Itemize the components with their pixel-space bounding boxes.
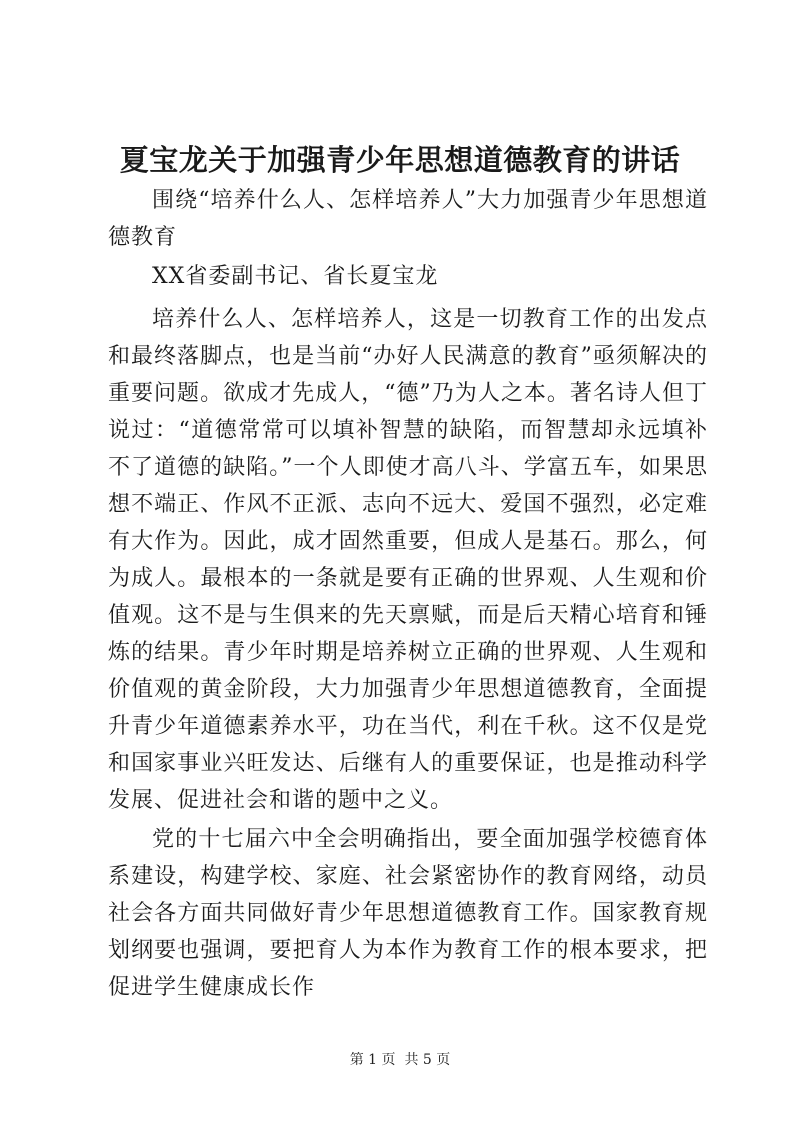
author-line: XX省委副书记、省长夏宝龙 <box>152 264 439 289</box>
page-footer: 第 1 页 共 5 页 <box>349 1052 451 1068</box>
body-paragraph-1: 培养什么人、怎样培养人，这是一切教育工作的出发点和最终落脚点，也是当前“办好人民满意的教育”亟须解决的重要问题。欲成才先成人，“德”乃为人之本。著名诗人但丁说过：“道德常常可以填补智慧的缺陷，而智慧却永远填补不了道德的缺陷。”一个人即使才高八斗、学富五车，如果思想不端正、作风不正派、志向不远大、爱国不强烈，必定难有大作为。因此，成才固然重要，但成人是基石。那么，何为成人。最根本的一条就是要有正确的世界观、人生观和价值观。这不是与生俱来的先天禀赋，而是后天精心培育和锤炼的结果。青少年时期是培养树立正确的世界观、人生观和价值观的黄金阶段，大力加强青少年思想道德教育，全面提升青少年道德素养水平，功在当代，利在千秋。这不仅是党和国家事业兴旺发达、后继有人的重要保证，也是推动科学发展、促进社会和谐的题中之义。 <box>108 307 708 813</box>
body-paragraph-2: 党的十七届六中全会明确指出，要全面加强学校德育体系建设，构建学校、家庭、社会紧密协作的教育网络，动员社会各方面共同做好青少年思想道德教育工作。国家教育规划纲要也强调，要把育人为本作为教育工作的根本要求，把促进学生健康成长作 <box>108 827 708 1000</box>
document-body <box>108 182 708 1008</box>
document-title: 夏宝龙关于加强青少年思想道德教育的讲话 <box>119 143 681 177</box>
subtitle-paragraph: 围绕“培养什么人、怎样培养人”大力加强青少年思想道德教育 <box>108 188 708 250</box>
